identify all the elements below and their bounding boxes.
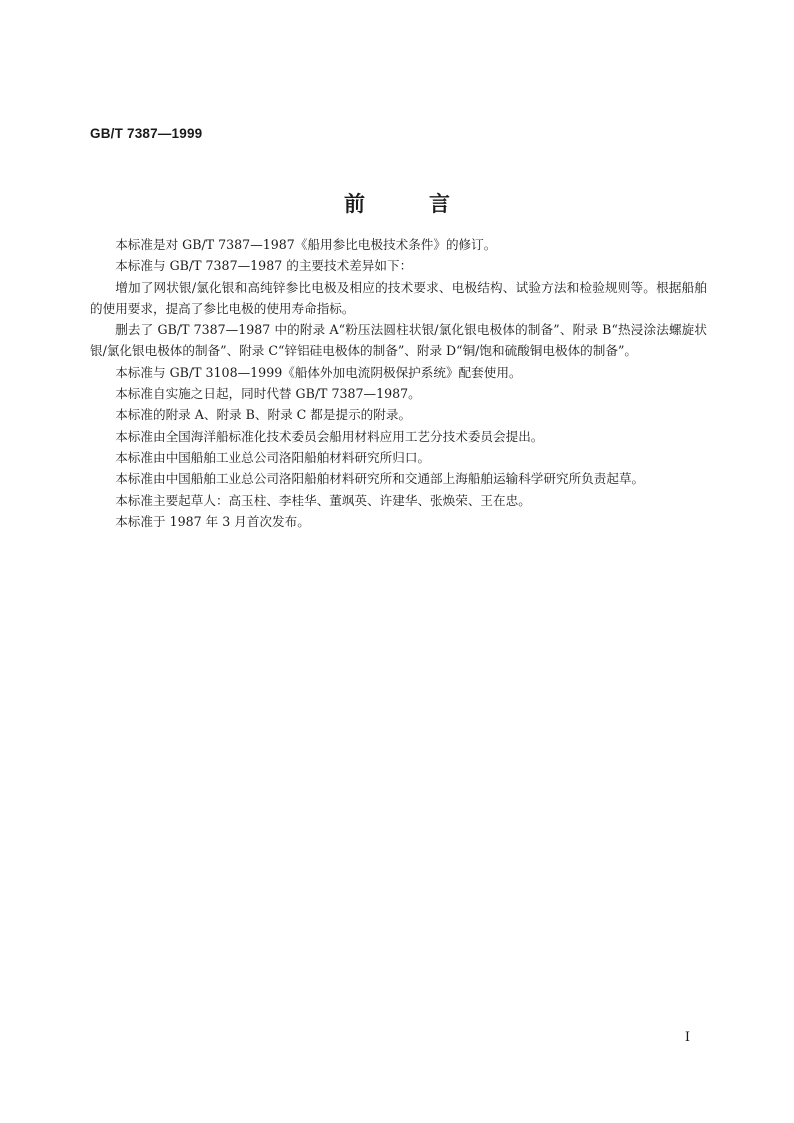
paragraph-proposed-by: 本标准由全国海洋船标准化技术委员会船用材料应用工艺分技术委员会提出。 [115,428,544,444]
paragraph-first-issued: 本标准于 1987 年 3 月首次发布。 [115,513,310,529]
paragraph-managed-by: 本标准由中国船舶工业总公司洛阳船舶材料研究所归口。 [115,449,431,465]
paragraph-revision: 本标准是对 GB/T 7387—1987《船用参比电极技术条件》的修订。 [115,237,497,252]
paragraph-companion-standard: 本标准与 GB/T 3108—1999《船体外加电流阴极保护系统》配套使用。 [115,364,522,380]
standard-code: GB/T 7387—1999 [90,126,203,141]
foreword-body [90,234,707,532]
page-number: I [684,1030,690,1045]
paragraph-differences-intro: 本标准与 GB/T 7387—1987 的主要技术差异如下： [115,258,413,274]
paragraph-supersedes: 本标准自实施之日起，同时代替 GB/T 7387—1987。 [115,386,421,402]
page-title: 前言 [344,192,514,216]
paragraph-additions: 增加了网状银/氯化银和高纯锌参比电极及相应的技术要求、电极结构、试验方法和检验规则等。根据船舶的使用要求，提高了参比电极的使用寿命指标。 [90,279,707,316]
paragraph-drafted-by: 本标准由中国船舶工业总公司洛阳船舶材料研究所和交通部上海船舶运输科学研究所负责起草。 [115,471,645,487]
paragraph-deletions: 删去了 GB/T 7387—1987 中的附录 A“粉压法圆柱状银/氯化银电极体的制备”、附录 B“热浸涂法螺旋状银/氯化银电极体的制备”、附录 C“锌铝硅电极体的制备”、附录 D“铜/饱和硫酸铜电极体的制备”。 [90,322,707,359]
paragraph-drafters: 本标准主要起草人：高玉柱、李桂华、董飒英、许建华、张焕荣、王在忠。 [115,492,531,508]
paragraph-appendices: 本标准的附录 A、附录 B、附录 C 都是提示的附录。 [115,407,412,423]
standard-code-header [90,126,202,141]
